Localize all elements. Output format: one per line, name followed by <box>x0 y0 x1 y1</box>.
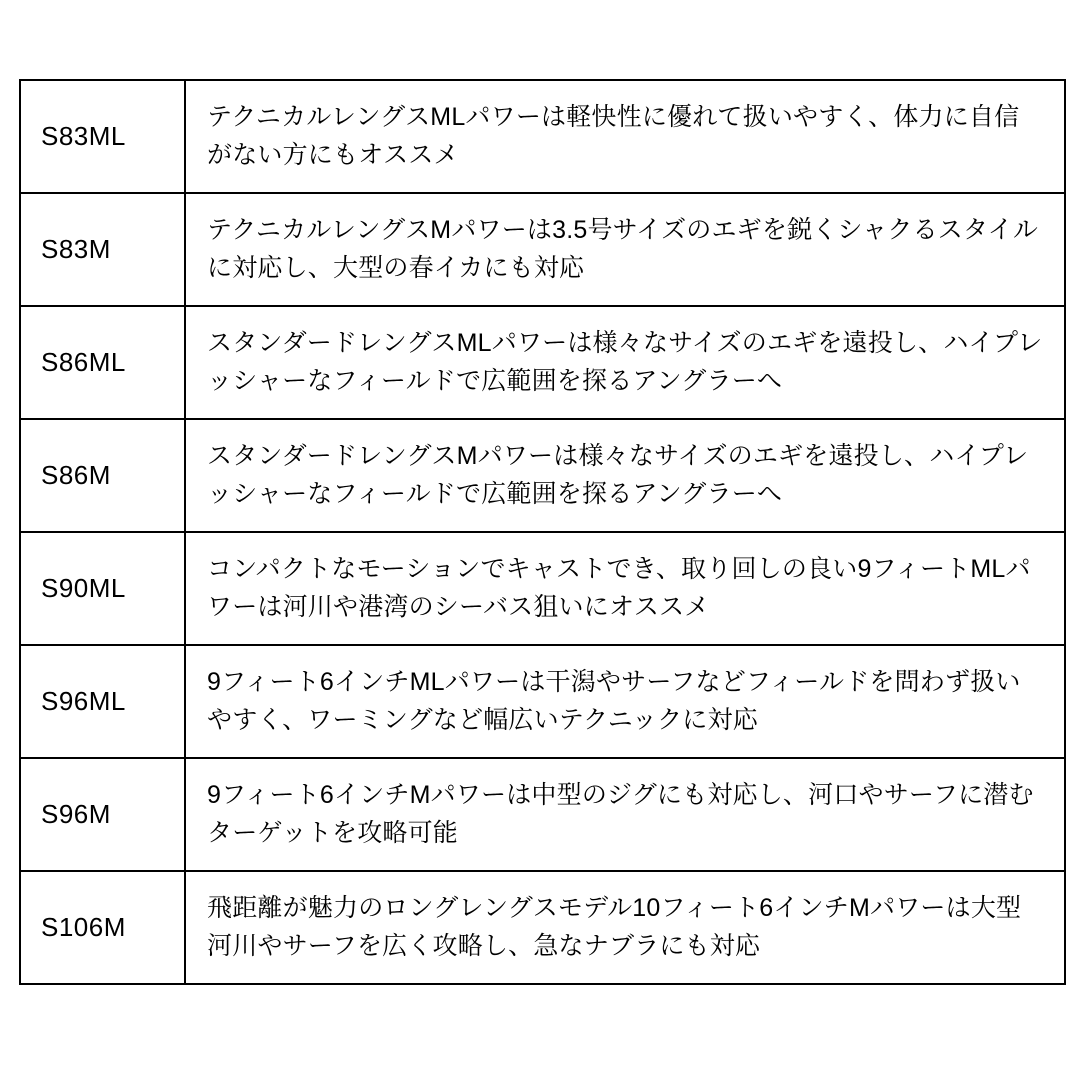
model-description: スタンダードレングスMLパワーは様々なサイズのエギを遠投し、ハイプレッシャーなフィールドで広範囲を探るアングラーへ <box>207 329 1043 395</box>
model-cell <box>20 758 185 871</box>
model-cell <box>20 193 185 306</box>
table-row <box>20 80 1065 193</box>
description-cell <box>185 532 1065 645</box>
model-cell <box>20 419 185 532</box>
model-description: 9フィート6インチMパワーは中型のジグにも対応し、河口やサーフに潜むターゲットを攻略可能 <box>207 781 1034 847</box>
model-cell <box>20 80 185 193</box>
description-cell <box>185 645 1065 758</box>
model-name: S90ML <box>41 573 126 603</box>
description-cell <box>185 80 1065 193</box>
model-cell <box>20 306 185 419</box>
model-name: S86M <box>41 460 111 490</box>
model-name: S83M <box>41 234 111 264</box>
model-name: S83ML <box>41 121 126 151</box>
table-row <box>20 871 1065 984</box>
table-row <box>20 419 1065 532</box>
model-cell <box>20 532 185 645</box>
table-body <box>20 80 1065 984</box>
description-cell <box>185 193 1065 306</box>
model-description: テクニカルレングスMパワーは3.5号サイズのエギを鋭くシャクるスタイルに対応し、大型の春イカにも対応 <box>207 216 1039 282</box>
model-name: S106M <box>41 912 126 942</box>
model-name: S96M <box>41 799 111 829</box>
table-row <box>20 532 1065 645</box>
table-row <box>20 645 1065 758</box>
model-name: S96ML <box>41 686 126 716</box>
rod-model-spec-table <box>19 79 1066 985</box>
model-description: テクニカルレングスMLパワーは軽快性に優れて扱いやすく、体力に自信がない方にもオススメ <box>207 103 1020 169</box>
description-cell <box>185 306 1065 419</box>
description-cell <box>185 871 1065 984</box>
table-row <box>20 306 1065 419</box>
model-cell <box>20 645 185 758</box>
model-description: 9フィート6インチMLパワーは干潟やサーフなどフィールドを問わず扱いやすく、ワーミングなど幅広いテクニックに対応 <box>207 668 1021 734</box>
model-description: 飛距離が魅力のロングレングスモデル10フィート6インチMパワーは大型河川やサーフを広く攻略し、急なナブラにも対応 <box>207 894 1022 960</box>
model-cell <box>20 871 185 984</box>
description-cell <box>185 758 1065 871</box>
model-description: コンパクトなモーションでキャストでき、取り回しの良い9フィートMLパワーは河川や港湾のシーバス狙いにオススメ <box>207 555 1031 621</box>
model-name: S86ML <box>41 347 126 377</box>
model-description: スタンダードレングスMパワーは様々なサイズのエギを遠投し、ハイプレッシャーなフィールドで広範囲を探るアングラーへ <box>207 442 1029 508</box>
table-row <box>20 758 1065 871</box>
description-cell <box>185 419 1065 532</box>
table-row <box>20 193 1065 306</box>
